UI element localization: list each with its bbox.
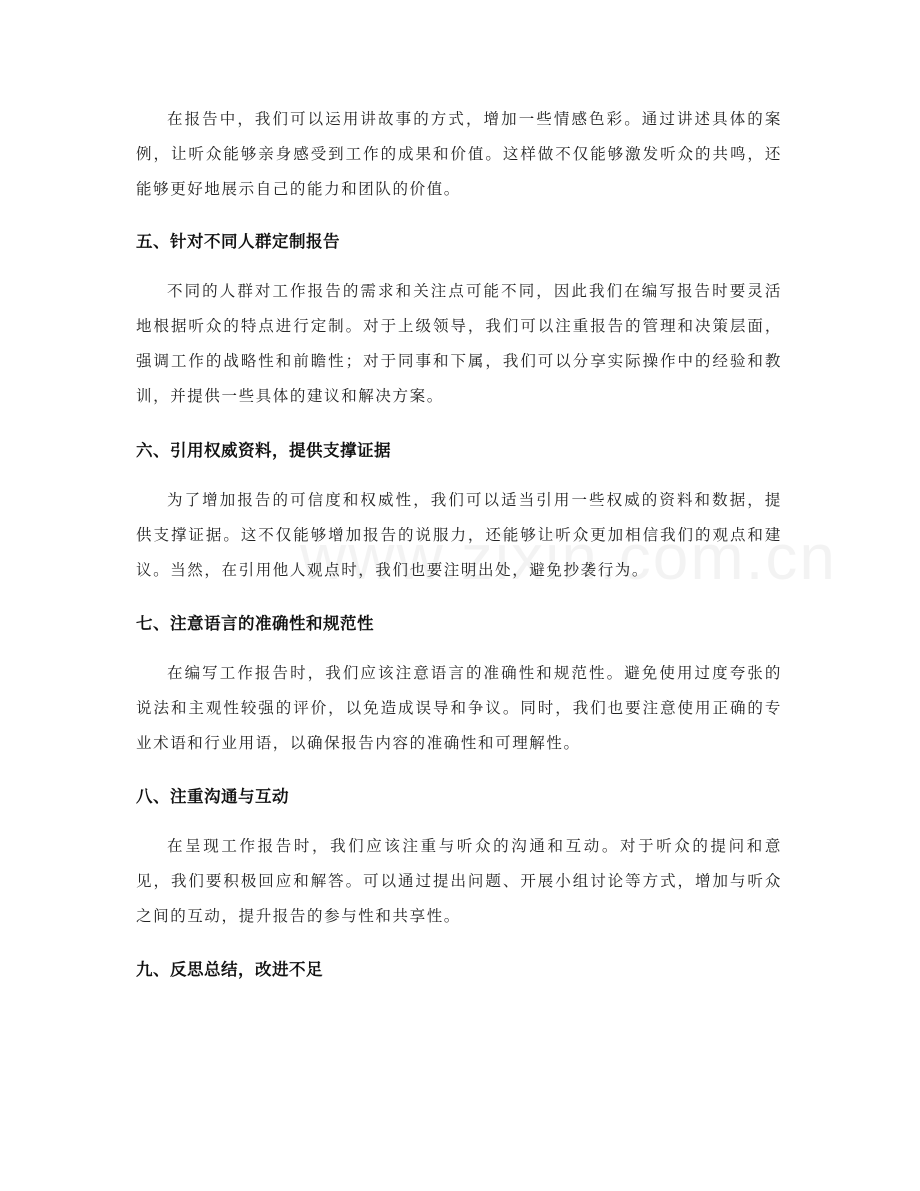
section-7-body-block	[136, 656, 782, 761]
section-8-paragraph: 在呈现工作报告时，我们应该注重与听众的沟通和互动。对于听众的提问和意见，我们要积极回应和解答。可以通过提出问题、开展小组讨论等方式，增加与听众之间的互动，提升报告的参与性和共享性。	[136, 837, 782, 925]
section-8-heading-block	[136, 784, 782, 810]
section-5-body-block	[136, 274, 782, 414]
section-5-heading-block	[136, 229, 782, 255]
section-6-paragraph: 为了增加报告的可信度和权威性，我们可以适当引用一些权威的资料和数据，提供支撑证据。这不仅能够增加报告的说服力，还能够让听众更加相信我们的观点和建议。当然，在引用他人观点时，我们也要注明出处，避免抄袭行为。	[136, 491, 782, 579]
section-6-body-block	[136, 483, 782, 588]
section-7-heading: 七、注意语言的准确性和规范性	[136, 614, 374, 633]
section-5-paragraph: 不同的人群对工作报告的需求和关注点可能不同，因此我们在编写报告时要灵活地根据听众的特点进行定制。对于上级领导，我们可以注重报告的管理和决策层面，强调工作的战略性和前瞻性；对于同事和下属，我们可以分享实际操作中的经验和教训，并提供一些具体的建议和解决方案。	[136, 282, 782, 405]
section-7-paragraph: 在编写工作报告时，我们应该注意语言的准确性和规范性。避免使用过度夸张的说法和主观性较强的评价，以免造成误导和争议。同时，我们也要注意使用正确的专业术语和行业用语，以确保报告内容的准确性和可理解性。	[136, 664, 782, 752]
section-6-heading: 六、引用权威资料，提供支撑证据	[136, 441, 391, 460]
section-9-heading: 九、反思总结，改进不足	[136, 960, 323, 979]
section-9-heading-block	[136, 957, 782, 983]
section-6-heading-block	[136, 438, 782, 464]
intro-paragraph: 在报告中，我们可以运用讲故事的方式，增加一些情感色彩。通过讲述具体的案例，让听众能够亲身感受到工作的成果和价值。这样做不仅能够激发听众的共鸣，还能够更好地展示自己的能力和团队的价值。	[136, 110, 782, 198]
intro-paragraph-block	[136, 102, 782, 207]
section-7-heading-block	[136, 611, 782, 637]
section-8-body-block	[136, 829, 782, 934]
section-8-heading: 八、注重沟通与互动	[136, 787, 289, 806]
section-5-heading: 五、针对不同人群定制报告	[136, 232, 340, 251]
